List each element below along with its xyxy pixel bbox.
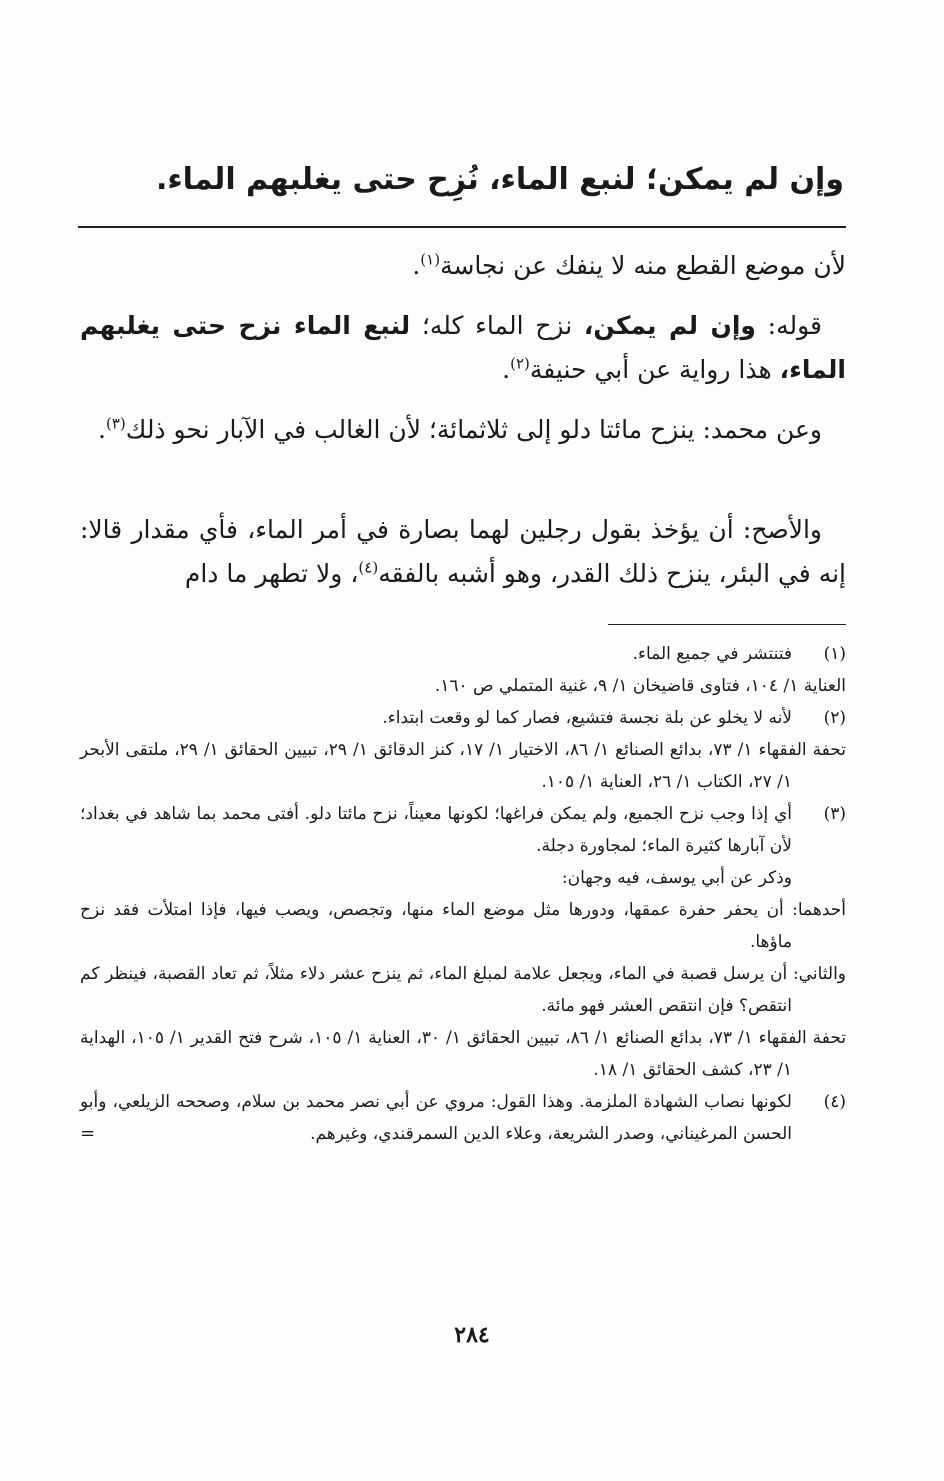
footnote-number: (٣)	[823, 804, 846, 824]
footnote-2	[80, 702, 846, 798]
footnotes	[80, 638, 846, 1150]
paragraph-lead: قوله:	[755, 311, 822, 340]
footnote-4	[80, 1086, 846, 1150]
footnote-sources: تحفة الفقهاء ١/ ٧٣، بدائع الصنائع ١/ ٨٦، تبيين الحقائق ١/ ٣٠، العناية ١/ ١٠٥، شرح فتح القدير ١/ ١٠٥، الهداية ١/ ٢٣، كشف الحقائق ١/ ١٨.	[80, 1028, 847, 1080]
footnote-text: أي إذا وجب نزح الجميع، ولم يمكن فراغها؛ لكونها معيناً، نزح مائتا دلو. أفتى محمد بما شاهد في بغداد؛ لأن آبارها كثيرة الماء؛ لمجاورة دجلة.	[80, 804, 792, 856]
paragraph-end: .	[98, 415, 106, 444]
footnote-text: فتنتشر في جميع الماء.	[632, 644, 792, 664]
paragraph-text: لأن موضع القطع منه لا ينفك عن نجاسة	[440, 251, 846, 280]
footnote-number: (٢)	[823, 708, 846, 728]
paragraph-1	[80, 244, 846, 288]
footnote-text: لكونها نصاب الشهادة الملزمة. وهذا القول: مروي عن أبي نصر محمد بن سلام، وصححه الزيلعي، وأبو الحسن المرغيناني، وصدر الشريعة، وعلاء الدين السمرقندي، وغيرهم.	[80, 1092, 792, 1144]
heading-rule	[78, 226, 846, 228]
footnote-text: وذكر عن أبي يوسف، فيه وجهان:	[561, 868, 792, 888]
continuation-mark: =	[80, 1123, 96, 1144]
footnote-text: لأنه لا يخلو عن بلة نجسة فتشيع، فصار كما لو وقعت ابتداء.	[382, 708, 792, 728]
footnote-separator	[608, 624, 846, 625]
footnote-number: (١)	[823, 644, 846, 664]
paragraph-end: .	[502, 355, 511, 384]
footnote-sources: تحفة الفقهاء ١/ ٧٣، بدائع الصنائع ١/ ٨٦، الاختيار ١/ ١٧، كنز الدقائق ١/ ٢٩، تبيين الحقائق ١/ ٢٩، ملتقى الأبحر ١/ ٢٧، الكتاب ١/ ٢٦، العناية ١/ ١٠٥.	[80, 740, 846, 792]
footnote-sources: العناية ١/ ١٠٤، فتاوى قاضيخان ١/ ٩، غنية المتملي ص ١٦٠.	[434, 676, 846, 696]
footnote-marker: (٤)	[358, 558, 379, 577]
page-number: ٢٨٤	[454, 1322, 490, 1348]
footnote-3	[80, 798, 846, 1086]
footnote-1	[80, 638, 846, 702]
footnote-text: أحدهما: أن يحفر حفرة عمقها، ودورها مثل موضع الماء منها، وتجصص، ويصب فيها، فإذا امتلأت فقد نزح ماؤها.	[80, 900, 846, 952]
footnote-marker: (٣)	[105, 414, 126, 433]
paragraph-text: هذا رواية عن أبي حنيفة	[529, 355, 780, 384]
paragraph-text: وعن محمد: ينزح مائتا دلو إلى ثلاثمائة؛ لأن الغالب في الآبار نحو ذلك	[125, 415, 822, 444]
footnote-text: والثاني: أن يرسل قصبة في الماء، ويجعل علامة لمبلغ الماء، ثم ينزح عشر دلاء مثلاً، ثم تعاد القصبة، فينظر كم انتقص؟ فإن انتقص العشر فهو مائة.	[80, 964, 846, 1016]
footnote-marker: (٢)	[510, 354, 530, 373]
paragraph-text: نزح الماء كله؛	[410, 311, 584, 340]
quoted-matn: لنبع الماء نزح حتى يغلبهم الماء،	[80, 311, 846, 384]
quoted-matn: وإن لم يمكن،	[583, 311, 756, 340]
paragraph-text: والأصح: أن يؤخذ بقول رجلين لهما بصارة في أمر الماء، فأي مقدار قالا: إنه في البئر، ينزح ذلك القدر، وهو أشبه بالفقه	[80, 515, 846, 588]
paragraph-end: .	[412, 251, 421, 280]
paragraph-2	[80, 304, 846, 392]
paragraph-end: ، ولا تطهر ما دام	[184, 559, 359, 588]
matn-heading: وإن لم يمكن؛ لنبع الماء، نُزِح حتى يغلبهم الماء.	[155, 162, 844, 197]
paragraph-3	[80, 408, 846, 452]
footnote-marker: (١)	[420, 250, 441, 269]
footnote-number: (٤)	[823, 1092, 846, 1112]
paragraph-4	[80, 508, 846, 596]
